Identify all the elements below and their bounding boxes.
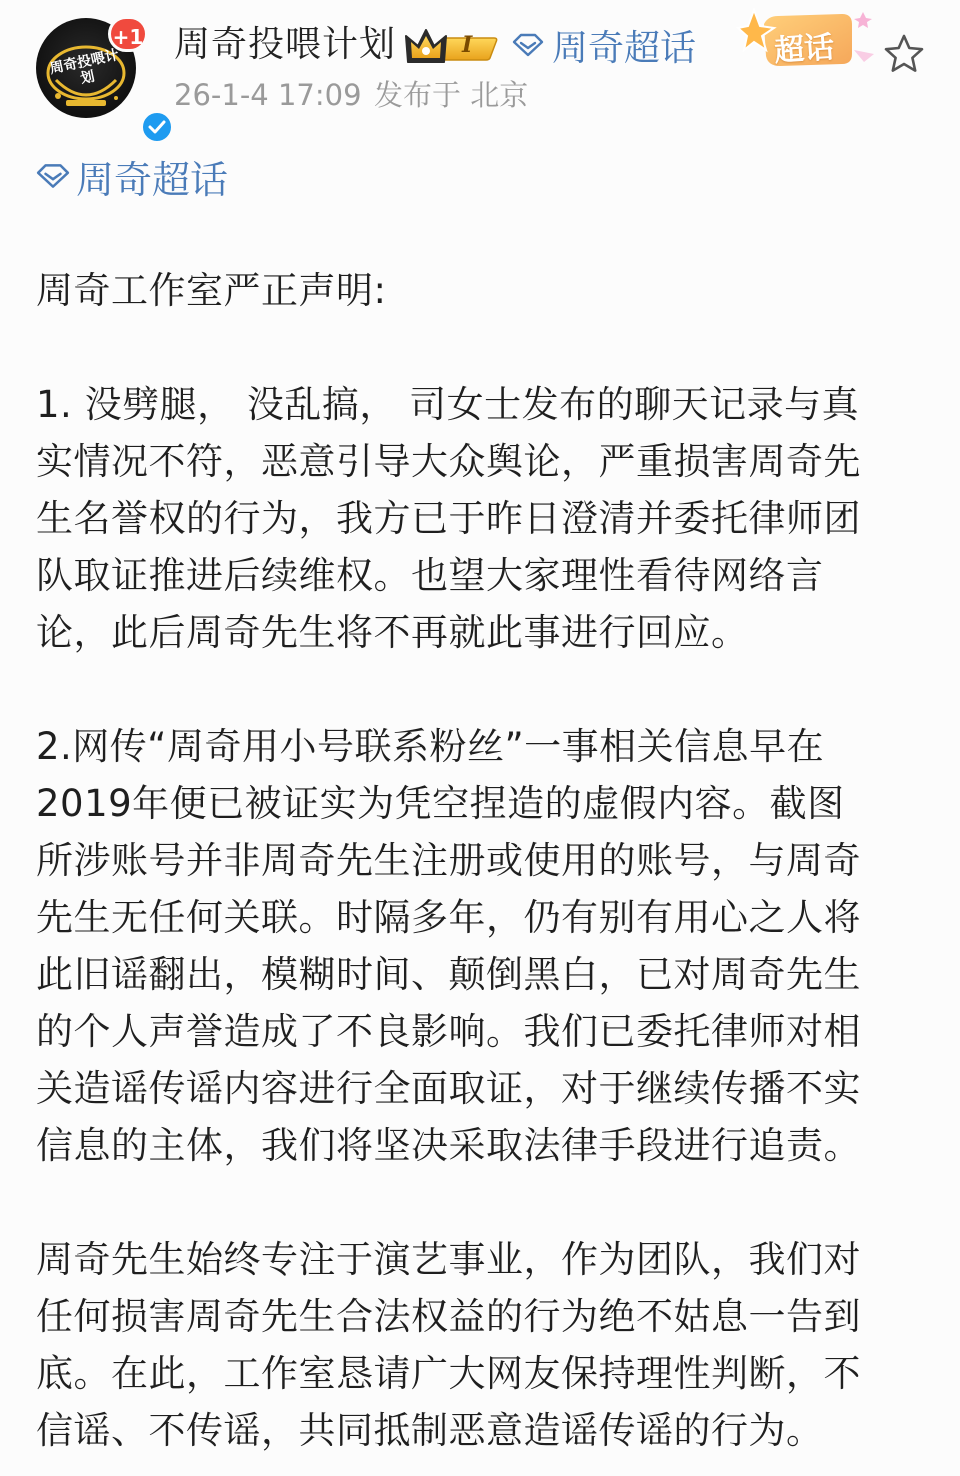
crown-icon (404, 24, 500, 68)
body-line: 此旧谣翻出，模糊时间、颠倒黑白，已对周奇先生 (36, 953, 861, 996)
super-topic-badge[interactable] (734, 8, 882, 78)
body-line: 实情况不符，恶意引导大众舆论，严重损害周奇先 (36, 440, 861, 483)
body-line: 关造谣传谣内容进行全面取证，对于继续传播不实 (36, 1067, 861, 1110)
body-line: 1. 没劈腿， 没乱搞， 司女士发布的聊天记录与真 (36, 383, 860, 426)
body-line: 所涉账号并非周奇先生注册或使用的账号，与周奇 (36, 839, 861, 882)
body-line: 信息的主体，我们将坚决采取法律手段进行追责。 (36, 1124, 861, 1167)
super-topic-label: 周奇超话 (552, 27, 697, 69)
body-line: 任何损害周奇先生合法权益的行为绝不姑息一告到 (36, 1295, 861, 1338)
body-line: 周奇先生始终专注于演艺事业，作为团队，我们对 (36, 1238, 861, 1281)
post-location: 发布于 北京 (374, 78, 529, 112)
super-topic-diamond-icon (36, 163, 70, 189)
post-body (36, 262, 924, 1459)
member-level: I (462, 32, 473, 58)
favorite-button[interactable] (880, 30, 928, 78)
body-line: 队取证推进后续维权。也望大家理性看待网络言 (36, 554, 824, 597)
body-super-topic-link[interactable] (36, 150, 228, 202)
post-timestamp: 26-1-4 17:09 (174, 78, 362, 112)
avatar-container[interactable] (36, 18, 144, 126)
body-line: 2.网传“周奇用小号联系粉丝”一事相关信息早在 (36, 725, 825, 768)
star-outline-icon (880, 30, 928, 78)
super-topic-badge-label: 超话 (773, 29, 836, 70)
body-line: 论，此后周奇先生将不再就此事进行回应。 (36, 611, 749, 654)
super-topic-diamond-icon (512, 33, 544, 57)
verified-check-icon (140, 110, 174, 144)
body-line: 生名誉权的行为，我方已于昨日澄清并委托律师团 (36, 497, 861, 540)
body-line: 信谣、不传谣，共同抵制恶意造谣传谣的行为。 (36, 1409, 824, 1452)
plus-one-badge: +1 (108, 16, 148, 52)
body-line: 2019年便已被证实为凭空捏造的虚假内容。截图 (36, 782, 845, 825)
paragraph-gap (36, 1174, 924, 1231)
avatar-label: 周奇投喂计划 (48, 47, 121, 88)
body-line: 先生无任何关联。时隔多年，仍有别有用心之人将 (36, 896, 861, 939)
statement-title: 周奇工作室严正声明: (36, 269, 387, 312)
paragraph-gap (36, 661, 924, 718)
paragraph-gap (36, 319, 924, 376)
username-link[interactable]: 周奇投喂计划 (174, 24, 397, 65)
body-line: 底。在此，工作室恳请广大网友保持理性判断，不 (36, 1352, 861, 1395)
super-topic-link[interactable] (512, 20, 696, 70)
body-super-topic-label: 周奇超话 (76, 157, 229, 202)
membership-badge[interactable] (404, 24, 500, 68)
body-line: 的个人声誉造成了不良影响。我们已委托律师对相 (36, 1010, 861, 1053)
